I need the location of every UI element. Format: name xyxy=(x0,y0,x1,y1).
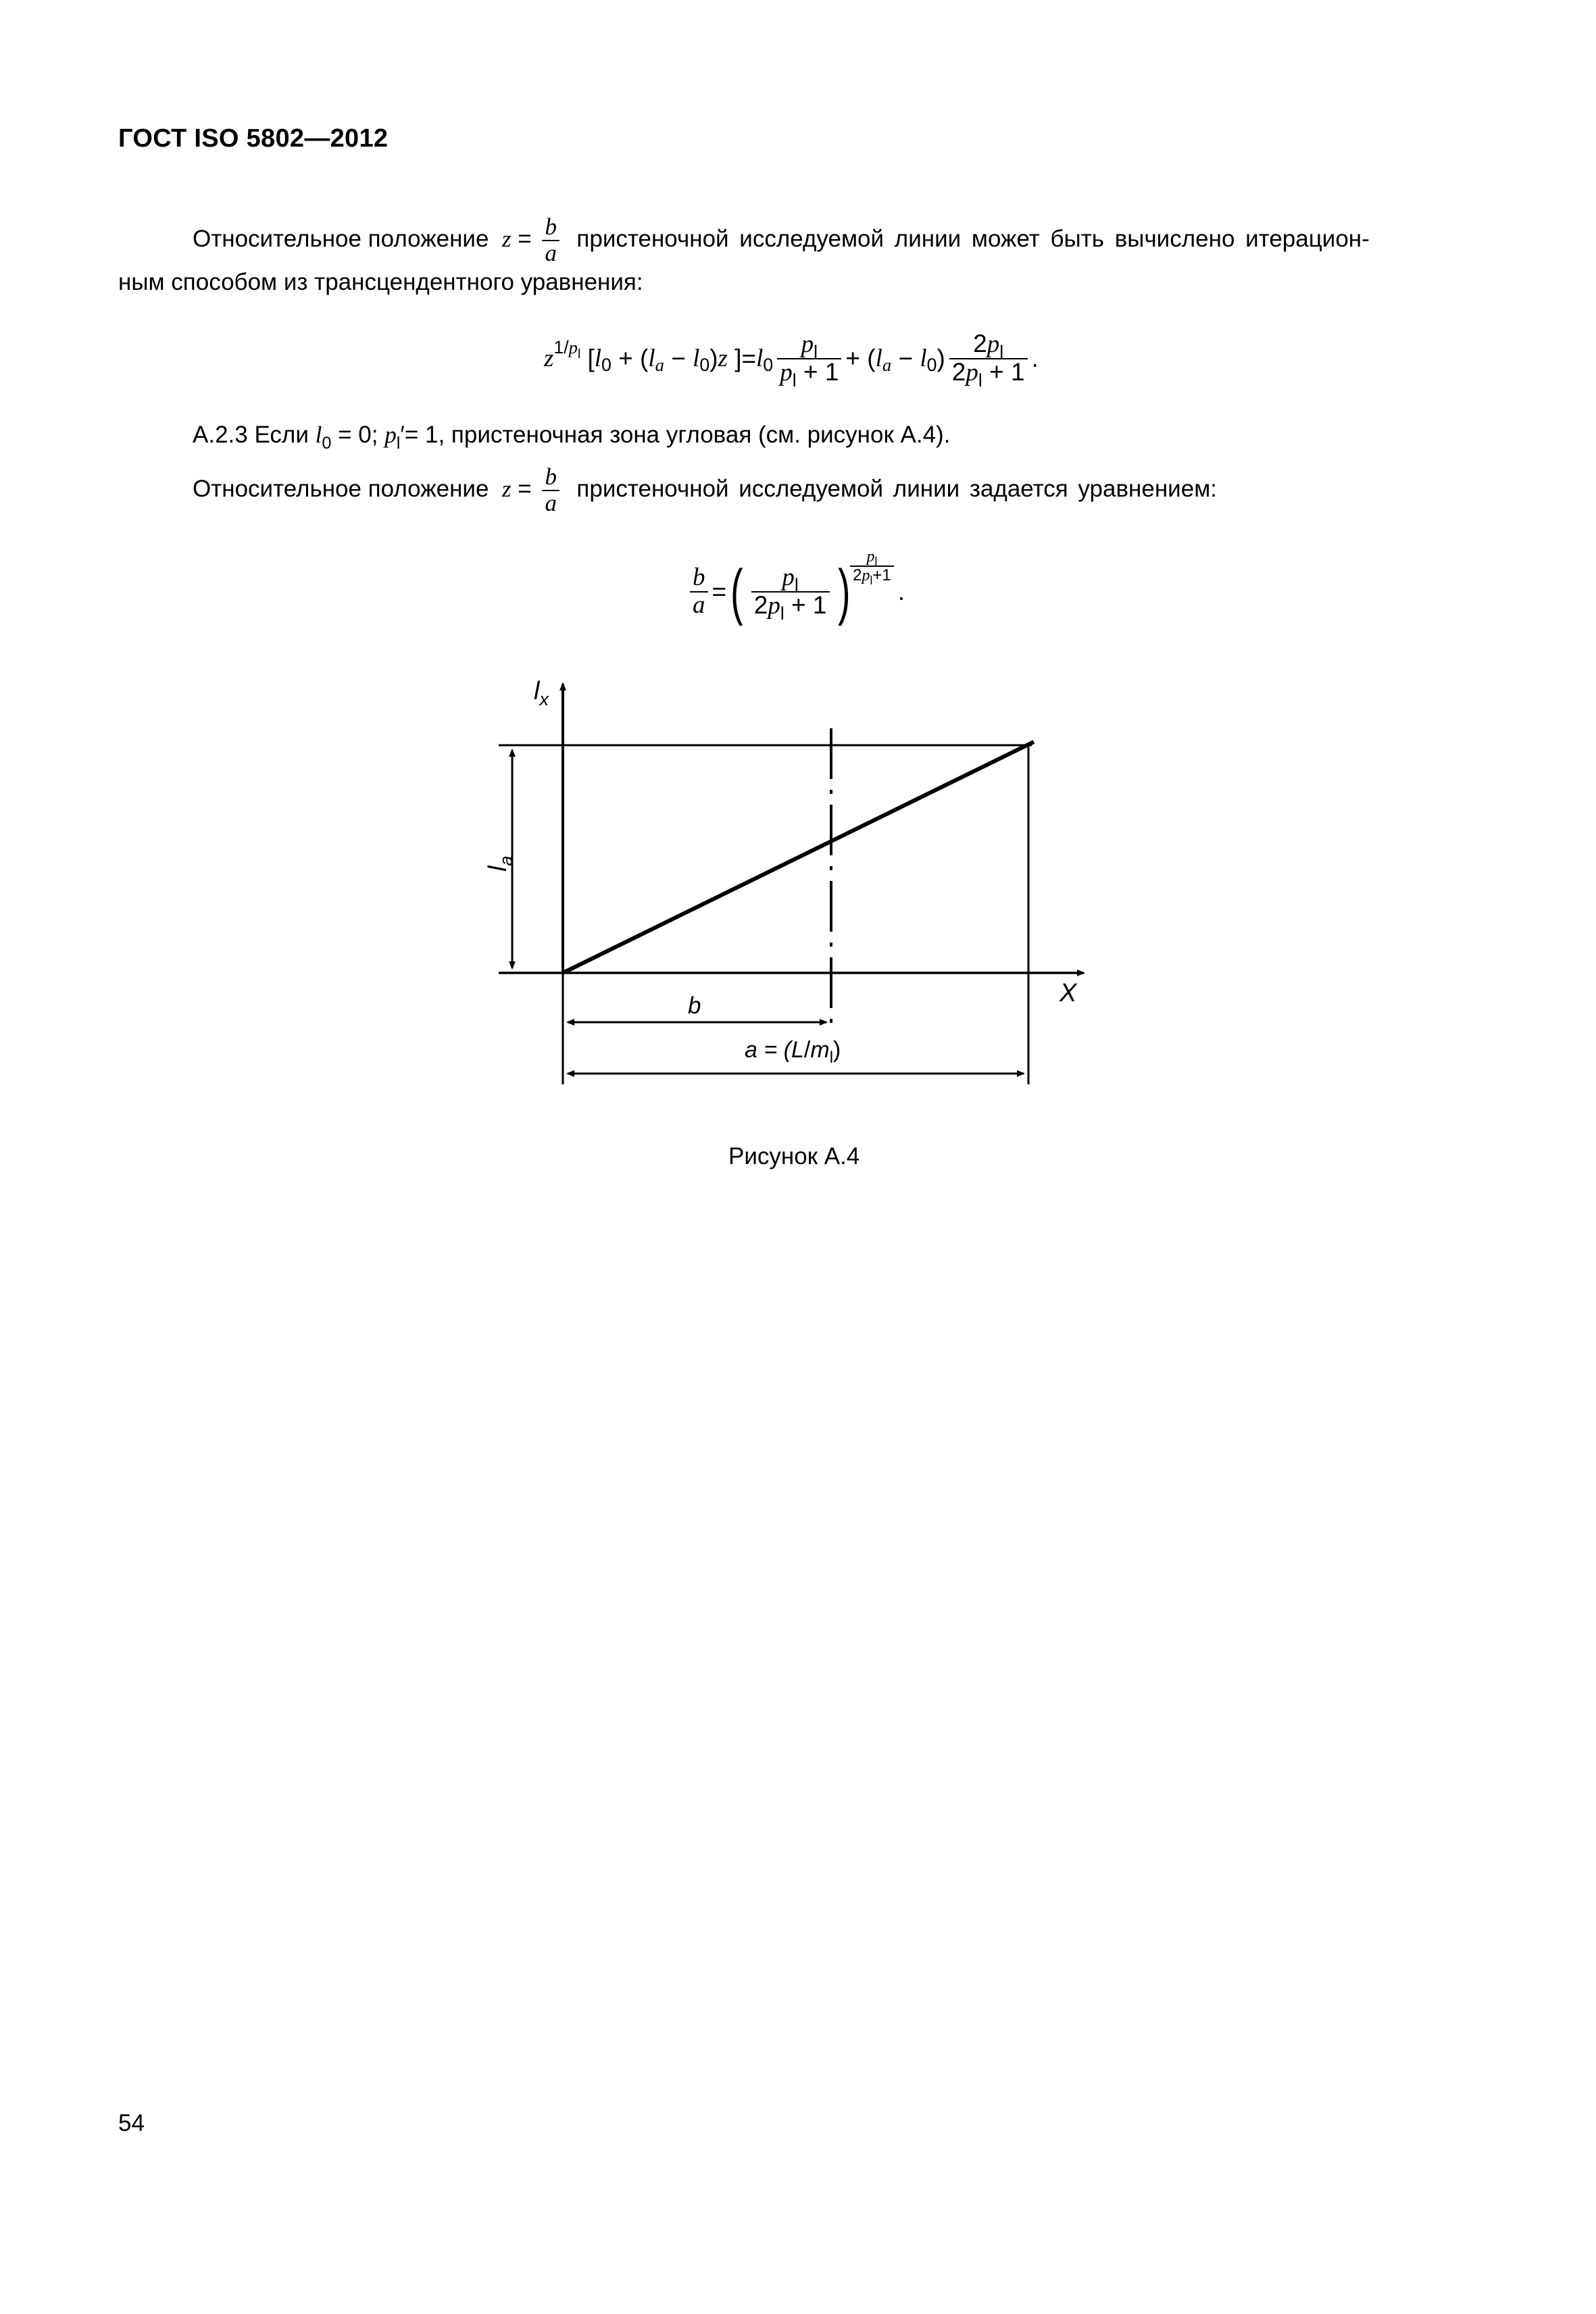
two: 2 xyxy=(973,330,987,357)
a-label xyxy=(745,1037,841,1067)
one: 1 xyxy=(812,591,827,619)
sub-l: l xyxy=(978,370,982,391)
var-z: z xyxy=(501,476,512,502)
x-axis-label: X xyxy=(1059,979,1077,1007)
a-label-prefix: a = ( xyxy=(745,1037,791,1063)
equals-zero: = 0; xyxy=(338,422,378,448)
page-number: 54 xyxy=(118,2110,145,2136)
var-z: z xyxy=(501,226,512,252)
sub-zero: 0 xyxy=(601,354,612,375)
minus-sign: − xyxy=(898,344,914,372)
exponent-p: p xyxy=(568,337,578,358)
equals-sign: = xyxy=(518,226,532,252)
sub-l: l xyxy=(870,574,873,588)
var-p: p xyxy=(780,358,793,386)
paragraph-text: ′= 1, пристеночная зона угловая (см. рисунок А.4). xyxy=(400,422,951,448)
a-label-L: L xyxy=(791,1037,804,1063)
sub-l: l xyxy=(792,370,797,391)
plus-sign: + xyxy=(989,357,1004,386)
two: 2 xyxy=(753,591,768,619)
sub-zero: 0 xyxy=(926,354,937,375)
y-axis-label xyxy=(534,677,549,709)
paragraph-text: пристеночной исследуемой линии задается уравнением: xyxy=(576,476,1217,502)
height-letter: l xyxy=(484,865,512,872)
plus-sign: + xyxy=(872,566,882,584)
one: 1 xyxy=(882,566,891,584)
plus-sign: + xyxy=(845,344,860,372)
a-label-slash: / xyxy=(803,1037,811,1063)
sub-l: l xyxy=(814,342,818,363)
var-l0: l xyxy=(594,345,602,373)
var-la: l xyxy=(875,345,882,373)
b-label: b xyxy=(688,992,701,1019)
plus-sign: + xyxy=(618,344,633,372)
right-paren: ) xyxy=(937,344,945,372)
one: 1 xyxy=(1010,357,1025,386)
var-p: p xyxy=(862,567,870,584)
height-sub: a xyxy=(496,855,516,866)
denominator-a: a xyxy=(690,591,708,619)
a-label-m: m xyxy=(810,1037,830,1063)
y-axis-letter: l xyxy=(534,677,540,705)
denominator-a: a xyxy=(542,240,559,266)
var-p: p xyxy=(801,330,814,358)
denominator-a: a xyxy=(542,490,559,516)
paragraph-text: пристеночной исследуемой линии может быть вычислено итерацион- xyxy=(576,226,1370,252)
var-l0: l xyxy=(693,345,700,373)
sub-l: l xyxy=(396,433,401,453)
var-p: p xyxy=(866,547,875,565)
two: 2 xyxy=(951,357,966,386)
numerator-b: b xyxy=(545,463,557,490)
paragraph-lead: А.2.3 Если xyxy=(193,422,309,448)
var-p: p xyxy=(987,330,1000,358)
sub-a: a xyxy=(655,354,664,375)
paragraph-lead: Относительное положение xyxy=(193,226,489,252)
left-paren: ( xyxy=(867,344,876,372)
right-paren: ) xyxy=(837,557,851,626)
exponent-one-over: 1/ xyxy=(553,337,569,358)
minus-sign: − xyxy=(671,344,686,372)
var-p: p xyxy=(768,592,780,620)
left-bracket: [ xyxy=(587,344,595,372)
paragraph-lead: Относительное положение xyxy=(193,476,489,502)
left-paren: ( xyxy=(730,557,743,626)
sub-l: l xyxy=(794,575,799,596)
sub-zero: 0 xyxy=(763,354,774,375)
exponent-p-sub: l xyxy=(577,347,581,362)
one: 1 xyxy=(824,357,839,386)
a-label-suffix: ) xyxy=(833,1037,841,1063)
numerator-b: b xyxy=(693,563,705,592)
height-label xyxy=(484,856,516,872)
period: . xyxy=(897,578,905,605)
sub-l: l xyxy=(874,554,878,568)
figure-caption: Рисунок А.4 xyxy=(728,1143,860,1169)
sub-l: l xyxy=(999,342,1004,363)
diagonal-line xyxy=(563,742,1034,973)
var-l: l xyxy=(315,422,322,448)
var-z: z xyxy=(718,345,728,373)
sub-zero: 0 xyxy=(322,433,332,453)
period: . xyxy=(1031,344,1039,372)
var-l0: l xyxy=(756,345,764,373)
y-axis-sub: x xyxy=(539,689,549,709)
right-paren: ) xyxy=(709,344,718,372)
var-p: p xyxy=(782,563,795,592)
paragraph-1-line-2: ным способом из трансцендентного уравнения: xyxy=(118,269,643,295)
equals-sign: = xyxy=(741,344,757,372)
var-l0: l xyxy=(920,345,927,373)
var-p: p xyxy=(966,358,978,386)
sub-zero: 0 xyxy=(699,354,710,375)
equals-sign: = xyxy=(712,578,727,605)
numerator-b: b xyxy=(545,213,557,240)
sub-a: a xyxy=(882,354,892,375)
plus-sign: + xyxy=(803,357,818,386)
left-paren: ( xyxy=(640,344,649,372)
equals-sign: = xyxy=(518,476,532,502)
var-z: z xyxy=(544,345,554,373)
right-bracket: ] xyxy=(734,344,742,372)
var-la: l xyxy=(648,345,655,373)
a-label-sub: l xyxy=(829,1049,834,1067)
document-header: ГОСТ ISO 5802—2012 xyxy=(118,124,389,153)
sub-l: l xyxy=(780,603,784,624)
plus-sign: + xyxy=(791,591,806,619)
two: 2 xyxy=(853,566,862,584)
var-p: p xyxy=(384,422,397,448)
